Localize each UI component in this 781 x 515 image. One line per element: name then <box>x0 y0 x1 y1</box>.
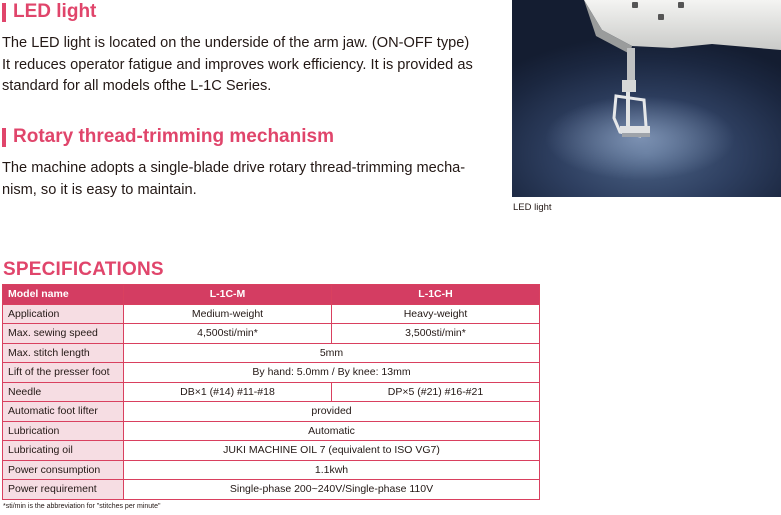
rotary-line: The machine adopts a single-blade drive rotary thread-trimming mecha- <box>2 160 466 176</box>
table-header-row <box>3 285 540 305</box>
row-value-h: Heavy-weight <box>332 304 540 324</box>
row-value: provided <box>124 402 540 422</box>
header-model-name: Model name <box>3 285 124 305</box>
led-light-description <box>2 33 473 98</box>
row-label: Needle <box>3 382 124 402</box>
row-label: Max. sewing speed <box>3 324 124 344</box>
row-label: Application <box>3 304 124 324</box>
footnote: *sti/min is the abbreviation for "stitches per minute" <box>3 503 161 510</box>
row-label: Max. stitch length <box>3 343 124 363</box>
table-row <box>3 480 540 500</box>
heading-accent-bar <box>2 128 6 147</box>
table-row <box>3 343 540 363</box>
rotary-heading <box>2 126 334 148</box>
table-row <box>3 324 540 344</box>
rotary-title: Rotary thread-trimming mechanism <box>13 126 334 147</box>
header-model-m: L-1C-M <box>124 285 332 305</box>
row-label: Automatic foot lifter <box>3 402 124 422</box>
header-model-h: L-1C-H <box>332 285 540 305</box>
specifications-title: SPECIFICATIONS <box>3 259 164 280</box>
led-line: The LED light is located on the underside of the arm jaw. (ON-OFF type) <box>2 35 470 51</box>
row-value: 1.1kwh <box>124 460 540 480</box>
led-line: standard for all models ofthe L-1C Series. <box>2 78 272 94</box>
table-row <box>3 421 540 441</box>
led-light-title: LED light <box>13 1 97 22</box>
row-label: Lubrication <box>3 421 124 441</box>
row-value: By hand: 5.0mm / By knee: 13mm <box>124 363 540 383</box>
table-row <box>3 460 540 480</box>
led-light-photo <box>512 0 781 197</box>
row-label: Lift of the presser foot <box>3 363 124 383</box>
row-label: Power requirement <box>3 480 124 500</box>
specifications-table <box>2 284 540 500</box>
row-label: Power consumption <box>3 460 124 480</box>
led-line: It reduces operator fatigue and improves work efficiency. It is provided as <box>2 56 473 73</box>
table-row <box>3 304 540 324</box>
sewing-machine-illustration <box>512 0 781 197</box>
table-row <box>3 363 540 383</box>
row-value-h: DP×5 (#21) #16-#21 <box>332 382 540 402</box>
row-value-m: 4,500sti/min* <box>124 324 332 344</box>
row-value: JUKI MACHINE OIL 7 (equivalent to ISO VG7) <box>124 441 540 461</box>
row-value-h: 3,500sti/min* <box>332 324 540 344</box>
table-row <box>3 382 540 402</box>
row-value: Single-phase 200~240V/Single-phase 110V <box>124 480 540 500</box>
row-value-m: DB×1 (#14) #11-#18 <box>124 382 332 402</box>
rotary-line: nism, so it is easy to maintain. <box>2 181 197 198</box>
table-row <box>3 441 540 461</box>
row-value: 5mm <box>124 343 540 363</box>
photo-caption: LED light <box>513 202 552 213</box>
row-label: Lubricating oil <box>3 441 124 461</box>
row-value: Automatic <box>124 421 540 441</box>
row-value-m: Medium-weight <box>124 304 332 324</box>
rotary-description <box>2 158 465 201</box>
heading-accent-bar <box>2 3 6 22</box>
led-light-heading <box>2 1 96 23</box>
table-row <box>3 402 540 422</box>
